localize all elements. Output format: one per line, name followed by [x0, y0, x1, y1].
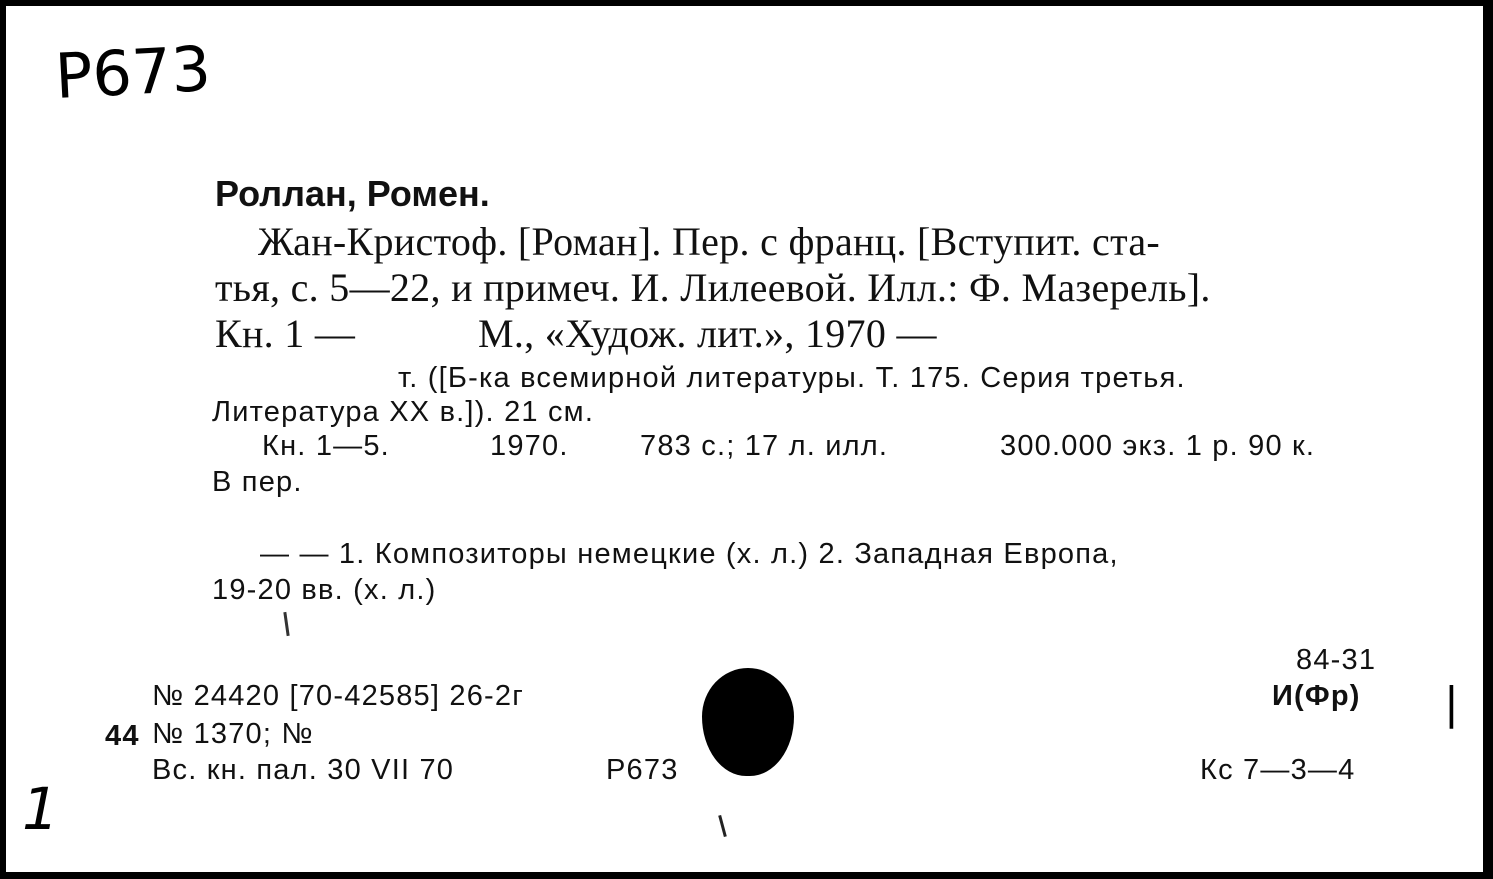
hole-mark	[718, 815, 727, 837]
card-border-left	[0, 0, 6, 879]
classification-index: И(Фр)	[1272, 680, 1361, 712]
handwritten-number: 1	[22, 775, 59, 843]
handwritten-stroke: |	[1444, 678, 1459, 729]
series-line-1: т. ([Б-ка всемирной литературы. Т. 175. Серия третья.	[398, 362, 1186, 394]
details-pages: 783 с.; 17 л. илл.	[640, 430, 889, 462]
details-print-run-price: 300.000 экз. 1 р. 90 к.	[1000, 430, 1316, 462]
subjects-line-1: — — 1. Композиторы немецкие (х. л.) 2. Западная Европа,	[260, 538, 1119, 570]
title-line-1: Жан-Кристоф. [Роман]. Пер. с франц. [Вступит. ста-	[258, 219, 1161, 264]
handwritten-call-number: P673	[53, 31, 213, 114]
card-border-right	[1483, 0, 1493, 879]
details-year: 1970.	[490, 430, 569, 462]
series-line-2: Литература XX в.]). 21 см.	[212, 396, 595, 428]
footer-record-line-3: Вс. кн. пал. 30 VII 70	[152, 754, 455, 786]
footer-number-44: 44	[105, 720, 140, 752]
title-line-2: тья, с. 5—22, и примеч. И. Лилеевой. Илл.: Ф. Мазерель].	[215, 265, 1211, 310]
footer-call-number: P673	[606, 754, 679, 786]
kc-code: Кс 7—3—4	[1200, 754, 1356, 786]
footer-record-line-2: № 1370; №	[152, 718, 314, 750]
details-volumes: Кн. 1—5.	[262, 430, 390, 462]
pencil-mark	[283, 612, 289, 636]
details-binding: В пер.	[212, 466, 303, 498]
subjects-line-2: 19-20 вв. (х. л.)	[212, 574, 437, 606]
author-heading: Роллан, Ромен.	[215, 173, 490, 214]
imprint: М., «Худож. лит.», 1970 —	[478, 311, 937, 356]
card-border-top	[0, 0, 1493, 6]
footer-record-line-1: № 24420 [70-42585] 26-2г	[152, 680, 525, 712]
volume-label: Кн. 1 —	[215, 311, 356, 356]
classification-code: 84-31	[1296, 644, 1377, 676]
card-border-bottom	[0, 872, 1493, 879]
punch-hole	[702, 668, 794, 776]
